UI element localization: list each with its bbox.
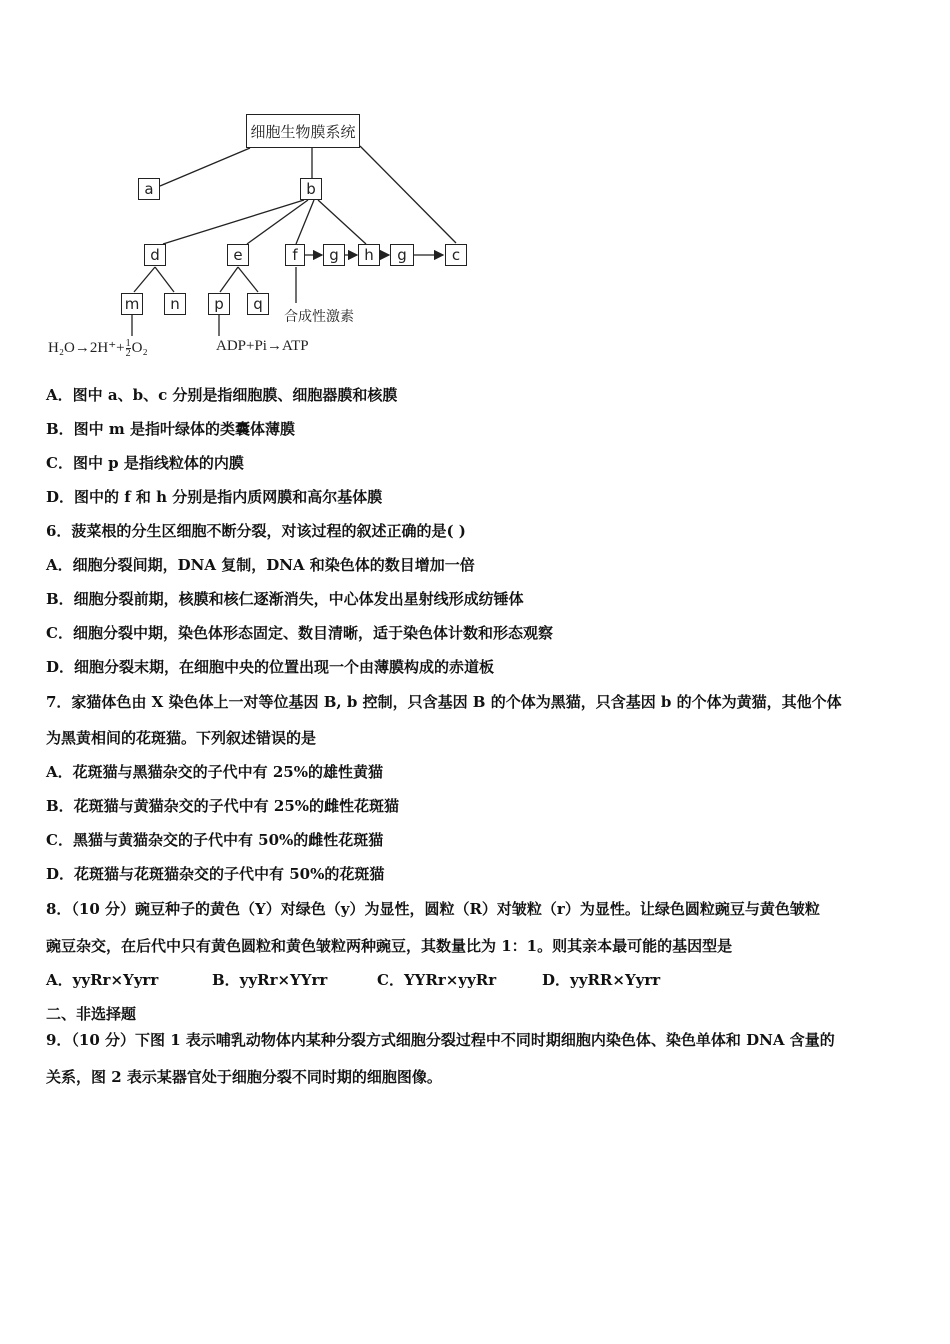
q9-stem-line1: 9．（10 分）下图 1 表示哺乳动物体内某种分裂方式细胞分裂过程中不同时期细胞内染色体、染色单体和 DNA 含量的 bbox=[46, 1031, 835, 1049]
node-f: f bbox=[285, 244, 305, 266]
q5-option-d: D．图中的 f 和 h 分别是指内质网膜和高尔基体膜 bbox=[46, 488, 383, 506]
equation-m bbox=[48, 338, 148, 358]
membrane-system-diagram bbox=[40, 100, 490, 365]
node-b: b bbox=[300, 178, 322, 200]
q5-option-b: B．图中 m 是指叶绿体的类囊体薄膜 bbox=[46, 420, 295, 438]
q7-option-d: D．花斑猫与花斑猫杂交的子代中有 50%的花斑猫 bbox=[46, 865, 385, 883]
q7-option-a: A．花斑猫与黑猫杂交的子代中有 25%的雄性黄猫 bbox=[46, 763, 383, 781]
q5-option-c: C．图中 p 是指线粒体的内膜 bbox=[46, 454, 244, 472]
node-e: e bbox=[227, 244, 249, 266]
q6-option-a: A．细胞分裂间期，DNA 复制，DNA 和染色体的数目增加一倍 bbox=[46, 556, 475, 574]
equation-m-denominator: 2 bbox=[125, 348, 131, 360]
q8-option-b: B．yyRr×YYrr bbox=[212, 971, 328, 989]
node-root: 细胞生物膜系统 bbox=[246, 114, 360, 148]
hormone-label: 合成性激素 bbox=[284, 309, 354, 325]
node-m: m bbox=[121, 293, 143, 315]
equation-m-left: H₂O→2H⁺+ bbox=[48, 340, 125, 356]
node-n: n bbox=[164, 293, 186, 315]
q7-stem-line1: 7．家猫体色由 X 染色体上一对等位基因 B, b 控制，只含基因 B 的个体为黑猫，只含基因 b 的个体为黄猫，其他个体 bbox=[46, 693, 842, 711]
node-p: p bbox=[208, 293, 230, 315]
node-c: c bbox=[445, 244, 467, 266]
q5-option-a: A．图中 a、b、c 分别是指细胞膜、细胞器膜和核膜 bbox=[46, 386, 398, 404]
node-h: h bbox=[358, 244, 380, 266]
q8-option-c: C．YYRr×yyRr bbox=[377, 971, 497, 989]
q9-stem-line2: 关系，图 2 表示某器官处于细胞分裂不同时期的细胞图像。 bbox=[46, 1068, 442, 1086]
node-g-second: g bbox=[390, 244, 414, 266]
equation-m-fraction bbox=[126, 339, 131, 358]
q6-option-c: C．细胞分裂中期，染色体形态固定、数目清晰，适于染色体计数和形态观察 bbox=[46, 624, 553, 642]
q6-option-d: D．细胞分裂末期，在细胞中央的位置出现一个由薄膜构成的赤道板 bbox=[46, 658, 495, 676]
q6-option-b: B．细胞分裂前期，核膜和核仁逐渐消失，中心体发出星射线形成纺锤体 bbox=[46, 590, 524, 608]
node-g-first: g bbox=[323, 244, 345, 266]
equation-p: ADP+Pi→ATP bbox=[216, 338, 309, 354]
q7-stem-line2: 为黑黄相间的花斑猫。下列叙述错误的是 bbox=[46, 729, 317, 747]
equation-m-right: O₂ bbox=[131, 340, 148, 356]
section2-heading: 二、非选择题 bbox=[46, 1005, 137, 1023]
q8-option-d: D．yyRR×Yyrr bbox=[542, 971, 661, 989]
q7-option-b: B．花斑猫与黄猫杂交的子代中有 25%的雌性花斑猫 bbox=[46, 797, 400, 815]
equation-m-numerator: 1 bbox=[125, 338, 131, 350]
q7-option-c: C．黑猫与黄猫杂交的子代中有 50%的雌性花斑猫 bbox=[46, 831, 384, 849]
q6-stem: 6．菠菜根的分生区细胞不断分裂，对该过程的叙述正确的是( ) bbox=[46, 522, 466, 540]
node-a: a bbox=[138, 178, 160, 200]
node-q: q bbox=[247, 293, 269, 315]
q8-stem-line2: 豌豆杂交，在后代中只有黄色圆粒和黄色皱粒两种豌豆，其数量比为 1：1。则其亲本最可能的基因型是 bbox=[46, 937, 733, 955]
node-d: d bbox=[144, 244, 166, 266]
q8-option-a: A．yyRr×Yyrr bbox=[46, 971, 159, 989]
q8-options bbox=[46, 970, 746, 990]
q8-stem-line1: 8．（10 分）豌豆种子的黄色（Y）对绿色（y）为显性，圆粒（R）对皱粒（r）为显性。让绿色圆粒豌豆与黄色皱粒 bbox=[46, 900, 820, 918]
